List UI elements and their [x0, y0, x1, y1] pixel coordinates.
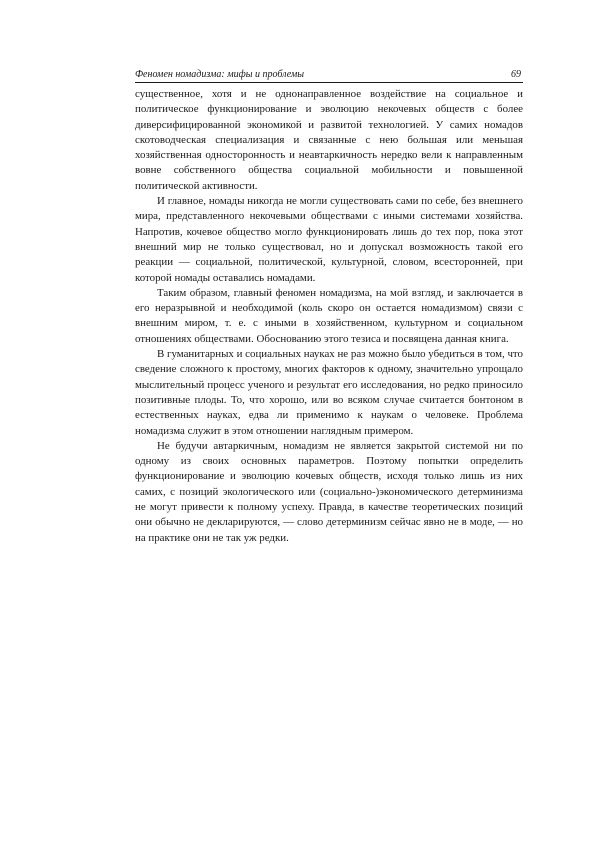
running-header: [135, 68, 523, 83]
body-text: [135, 87, 523, 546]
paragraph-5: Не будучи автаркичным, номадизм не является закрытой системой ни по одному из своих основных параметров. Поэтому попытки определить функционирование и эволюцию кочевых обществ, исходя только лишь из них самих, с позиций экологического или (социально-)экономического детерминизма не могут привести к полному успеху. Правда, в качестве теоретических позиций они обычно не декларируются, — слово детерминизм сейчас явно не в моде, — но на практике они не так уж редки.: [135, 439, 523, 544]
page-number: 69: [511, 69, 521, 80]
book-page: [135, 68, 523, 546]
running-title: Феномен номадизма: мифы и проблемы: [135, 69, 305, 80]
paragraph-2: И главное, номады никогда не могли существовать сами по себе, без внешнего мира, представленного некочевыми обществами с иными системами хозяйства. Напротив, кочевое общество могло функционировать лишь до тех пор, пока этот внешний мир не только существовал, но и допускал возможность такой его реакции — социальной, политической, культурной, словом, всесторонней, при которой номады оставались номадами.: [135, 195, 523, 284]
paragraph-4: В гуманитарных и социальных науках не раз можно было убедиться в том, что сведение сложного к простому, многих факторов к одному, значительно упрощало мыслительный процесс ученого и результат его исследования, но редко приносило позитивные плоды. То, что хорошо, или во всяком случае считается бонтоном в естественных науках, едва ли применимо к наукам о человеке. Проблема номадизма служит в этом отношении наглядным примером.: [135, 348, 523, 437]
paragraph-3: Таким образом, главный феномен номадизма, на мой взгляд, и заключается в его неразрывной и необходимой (коль скоро он остается номадизмом) связи с внешним миром, т. е. с иными в хозяйственном, культурном и социальном отношениях обществами. Обоснованию этого тезиса и посвящена данная книга.: [135, 286, 523, 345]
paragraph-1: существенное, хотя и не однонаправленное воздействие на социальное и политическое функционирование и эволюцию некочевых обществ с более диверсифицированной экономикой и развитой технологией. У самих номадов скотоводческая специализация и связанные с нею большая или меньшая хозяйственная односторонность и неавтаркичность нередко вели к направленным вовне собственного общества социальной мобильности и повышенной политической активности.: [135, 88, 523, 192]
